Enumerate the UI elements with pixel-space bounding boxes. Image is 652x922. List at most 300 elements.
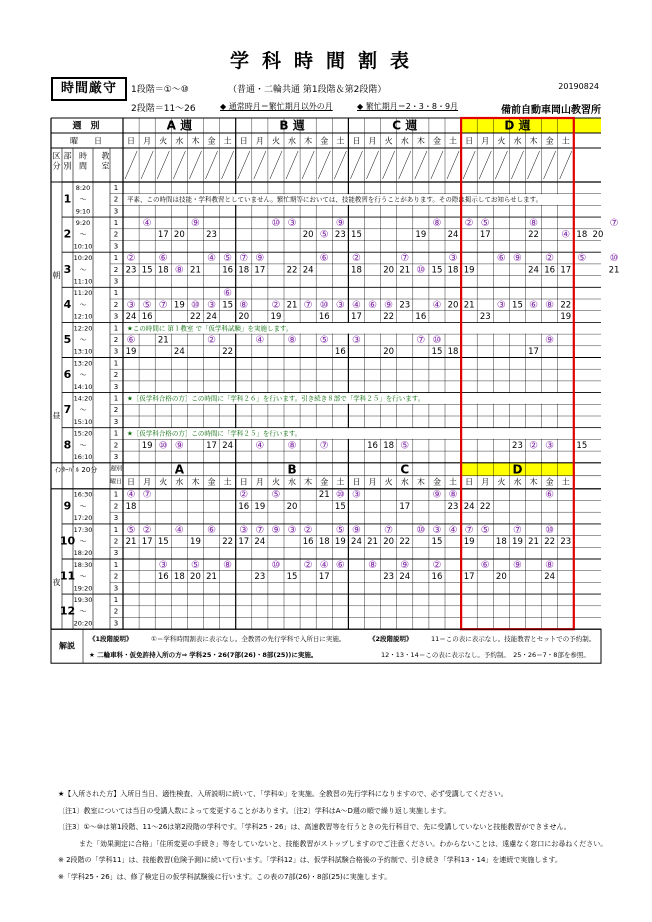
legend-reserve: 12・13・14＝この表に表示なし。予約制。 25・26＝7・8部を参照。 — [381, 651, 590, 660]
header-slash — [141, 151, 153, 179]
week-header-3: D 週 — [504, 118, 531, 133]
schedule-cell: 16 — [431, 572, 443, 583]
schedule-cell: ⑦ — [255, 524, 265, 536]
schedule-cell: 21 — [157, 335, 169, 346]
day-label: 木 — [416, 477, 425, 487]
note-line: 〔注3〕①〜⑩は第1段階、11〜26は第2段階の学科です。「学科25・26」は、高速教習等を行うときの先行科目で、先に受講していないと技能教習ができません。 — [58, 823, 571, 831]
room-number: 2 — [113, 265, 119, 274]
day-label: 土 — [561, 477, 570, 487]
schedule-cell: 22 — [528, 230, 539, 241]
schedule-cell: ⑤ — [126, 524, 136, 536]
schedule-cell: ⑩ — [432, 334, 442, 346]
schedule-cell: ⑩ — [416, 264, 426, 276]
schedule-cell: 22 — [222, 536, 234, 547]
note-line: 〔注1〕教室については当日の受講人数によって変更することがあります。〔注2〕学科はA〜D週の順で繰り返し実施します。 — [58, 806, 451, 815]
schedule-cell: 22 — [286, 265, 298, 276]
period-tilde: 〜 — [79, 230, 87, 239]
period-start-time: 16:30 — [73, 490, 93, 499]
schedule-cell: 20 — [302, 230, 314, 241]
room-number: 1 — [113, 595, 119, 604]
schedule-cell: 17 — [463, 572, 475, 583]
schedule-cell: 19 — [254, 501, 266, 512]
period-end-time: 20:20 — [73, 619, 93, 628]
schedule-cell: 15 — [512, 300, 523, 311]
period-end-time: 14:10 — [73, 382, 93, 391]
schedule-cell: 21 — [286, 300, 298, 311]
schedule-cell: ③ — [207, 299, 217, 311]
schedule-cell: 19 — [125, 347, 137, 358]
header-slash — [463, 151, 475, 179]
period-tilde: 〜 — [79, 265, 87, 274]
period-start-time: 11:20 — [73, 289, 93, 298]
header-slash — [125, 151, 137, 179]
header-slash — [189, 151, 201, 179]
schedule-cell: 15 — [286, 572, 298, 583]
room-number: 3 — [113, 417, 119, 426]
schedule-cell: 18 — [125, 501, 137, 512]
day-label: 水 — [288, 477, 297, 487]
week-header-0: A 週 — [166, 118, 193, 133]
schedule-cell: ⑩ — [545, 524, 555, 536]
schedule-cell: ⑥ — [496, 253, 506, 265]
day-label: 日 — [239, 477, 248, 487]
schedule-cell: ⑦ — [142, 489, 152, 501]
period-start-time: 13:20 — [73, 359, 93, 368]
period-tilde: 〜 — [79, 607, 87, 616]
day-label: 金 — [207, 136, 216, 146]
schedule-cell: 21 — [318, 490, 330, 501]
schedule-cell: 17 — [238, 536, 250, 547]
period-start-time: 14:20 — [73, 394, 93, 403]
room-number: 2 — [113, 572, 119, 581]
schedule-cell: 23 — [447, 501, 459, 512]
schedule-cell: ③ — [287, 217, 297, 229]
schedule-cell: 22 — [222, 347, 234, 358]
legend-busy-month: ◆ 繁忙期月＝2・3・8・9月 — [357, 102, 459, 111]
header-col-label: 間 — [79, 161, 87, 171]
period-tilde: 〜 — [79, 502, 87, 511]
schedule-cell: 21 — [463, 300, 475, 311]
note-line: ※ 2段階の「学科11」は、技能教習(危険予測)に続いて行います。「学科12」は、仮学科試験合格後の予約制で、引き続き「学科13・14」を連続で実施します。 — [58, 856, 562, 864]
schedule-cell: 24 — [254, 536, 266, 547]
schedule-cell: ⑧ — [287, 440, 297, 452]
schedule-cell: 18 — [576, 230, 588, 241]
schedule-cell: 23 — [512, 440, 523, 451]
schedule-cell: ④ — [319, 559, 329, 571]
schedule-cell: 16 — [141, 312, 153, 323]
legend-stage1-text: ①＝学科時間割表に表示なし。全教習の先行学科で入所日に実施。 — [151, 635, 346, 644]
legend-stage2-text: 11＝この表に表示なし。技能教習とセットでの予約制。 — [431, 635, 596, 644]
schedule-cell: 17 — [560, 265, 572, 276]
week-header-2-2: C — [400, 462, 410, 477]
schedule-cell: 20 — [383, 347, 395, 358]
header-slash — [334, 151, 346, 179]
schedule-cell: ⑥ — [319, 253, 329, 265]
schedule-cell: ⑧ — [545, 559, 555, 571]
schedule-cell: ⑤ — [480, 524, 490, 536]
day-label: 水 — [175, 477, 184, 487]
legend-stage2-title: 《2段階説明》 — [369, 635, 413, 644]
day-label: 月 — [481, 477, 490, 487]
header-slash — [238, 151, 250, 179]
schedule-cell: ⑥ — [480, 559, 490, 571]
room-number: 3 — [113, 584, 119, 593]
period-start-time: 15:20 — [73, 429, 93, 438]
section-morning: 朝 — [52, 271, 61, 281]
schedule-cell: ⑥ — [335, 559, 345, 571]
period-tilde: 〜 — [79, 335, 87, 344]
day-label: 水 — [513, 136, 522, 146]
day-label: 水 — [288, 136, 297, 146]
period-number: 3 — [63, 262, 72, 276]
schedule-cell: 21 — [190, 265, 201, 276]
schedule-cell: ② — [303, 524, 313, 536]
day-label: 金 — [545, 136, 554, 146]
schedule-cell: 23 — [399, 300, 411, 311]
schedule-cell: ④ — [142, 217, 152, 229]
room-number: 1 — [113, 394, 119, 403]
day-label: 土 — [223, 477, 232, 487]
day-label: 火 — [271, 477, 280, 487]
room-number: 1 — [113, 254, 119, 263]
schedule-cell: 24 — [206, 312, 217, 323]
schedule-cell: 17 — [399, 501, 411, 512]
schedule-cell: 20 — [190, 572, 201, 583]
schedule-cell: 18 — [157, 265, 169, 276]
schedule-cell: 21 — [206, 572, 217, 583]
schedule-cell: ⑥ — [529, 299, 539, 311]
header-slash — [479, 151, 491, 179]
schedule-cell: ② — [271, 299, 281, 311]
schedule-cell: 15 — [431, 536, 443, 547]
period-start-time: 18:30 — [73, 560, 93, 569]
header-slash — [270, 151, 282, 179]
schedule-cell: ⑨ — [271, 524, 281, 536]
day-label: 土 — [449, 136, 458, 146]
header-slash — [302, 151, 314, 179]
schedule-cell: ② — [303, 559, 313, 571]
period-start-time: 17:30 — [73, 525, 93, 534]
period-number: 9 — [63, 499, 72, 513]
period-end-time: 17:20 — [73, 514, 93, 523]
day-label: 土 — [336, 136, 345, 146]
schedule-cell: 17 — [528, 347, 539, 358]
day-label: 木 — [191, 136, 200, 146]
schedule-cell: 22 — [479, 501, 491, 512]
schedule-cell: ⑤ — [577, 253, 587, 265]
schedule-cell: ⑦ — [400, 253, 410, 265]
week-header-1: B 週 — [279, 118, 305, 133]
day-label: 月 — [255, 477, 264, 487]
day-label: 木 — [191, 477, 200, 487]
interval-week-label: 週別 — [109, 465, 123, 473]
schedule-cell: 22 — [383, 312, 395, 323]
schedule-cell: 22 — [399, 536, 411, 547]
schedule-cell: ③ — [545, 440, 555, 452]
schedule-cell: ⑩ — [416, 524, 426, 536]
schedule-cell: ③ — [432, 524, 442, 536]
day-label: 日 — [127, 477, 136, 487]
room-number: 3 — [113, 277, 119, 286]
period-start-time: 10:20 — [73, 254, 93, 263]
room-number: 1 — [113, 429, 119, 438]
week-col-label: 週 別 — [72, 121, 100, 132]
period-tilde: 〜 — [79, 441, 87, 450]
legend-normal-month: ◆ 通常時月＝繁忙期月以外の月 — [220, 102, 333, 111]
schedule-cell: ④ — [126, 489, 136, 501]
schedule-cell: ④ — [255, 334, 265, 346]
day-label: 月 — [143, 136, 152, 146]
note-line: ※「学科25・26」は、修了検定日の仮学科試験後に行います。この表の7部(26)・8部(25)に実施します。 — [58, 872, 392, 881]
room-number: 3 — [113, 382, 119, 391]
room-number: 2 — [113, 406, 119, 415]
schedule-cell: 18 — [447, 265, 459, 276]
note-line: また「効果測定に合格」「住所変更の手続き」等をしていないと、技能教習がストップしますのでご注意ください。わからないことは、遠慮なく窓口にお尋ねください。 — [58, 839, 608, 848]
room-number: 2 — [113, 607, 119, 616]
schedule-cell: ⑨ — [545, 334, 555, 346]
schedule-cell: ② — [126, 253, 136, 265]
schedule-cell: ⑧ — [432, 217, 442, 229]
day-label: 木 — [416, 136, 425, 146]
schedule-cell: ② — [432, 559, 442, 571]
schedule-cell: 15 — [351, 230, 362, 241]
section-noon: 昼 — [52, 411, 61, 421]
period-number: 5 — [63, 332, 72, 346]
day-label: 金 — [432, 477, 441, 487]
room-number: 3 — [113, 452, 119, 461]
day-label: 木 — [304, 477, 313, 487]
room-number: 1 — [113, 359, 119, 368]
issue-date: 20190824 — [558, 82, 599, 91]
day-label: 火 — [159, 136, 168, 146]
day-label: 水 — [175, 136, 184, 146]
schedule-cell: 15 — [431, 347, 443, 358]
schedule-cell: 17 — [157, 230, 169, 241]
interval-label: ｲﾝﾀｰﾊﾞﾙ 20分 — [54, 465, 98, 474]
schedule-cell: 24 — [528, 265, 539, 276]
day-label: 金 — [207, 477, 216, 487]
schedule-cell: ⑨ — [384, 299, 394, 311]
schedule-cell: 22 — [190, 312, 201, 323]
room-number: 3 — [113, 242, 119, 251]
day-label: 火 — [384, 136, 393, 146]
schedule-cell: ⑨ — [335, 217, 345, 229]
header-slash — [286, 151, 298, 179]
schedule-cell: ⑨ — [351, 524, 361, 536]
schedule-cell: 23 — [479, 312, 491, 323]
day-label: 月 — [255, 136, 264, 146]
schedule-cell: ③ — [158, 559, 168, 571]
schedule-cell: ⑤ — [190, 559, 200, 571]
period-number: 4 — [63, 297, 72, 311]
period-start-time: 12:20 — [73, 324, 93, 333]
period-number: 2 — [63, 227, 72, 241]
schedule-cell: ⑦ — [158, 299, 168, 311]
header-col-label: 分 — [52, 161, 61, 171]
schedule-cell: 20 — [173, 230, 185, 241]
schedule-cell: 18 — [238, 265, 250, 276]
schedule-cell: 18 — [495, 536, 507, 547]
day-label: 金 — [320, 136, 329, 146]
header-slash — [544, 151, 556, 179]
header-slash — [560, 151, 572, 179]
header-col-label: 別 — [63, 161, 72, 171]
schedule-cell: 18 — [351, 265, 362, 276]
header-slash — [447, 151, 459, 179]
schedule-cell: ⑦ — [239, 253, 249, 265]
schedule-cell: 21 — [367, 536, 378, 547]
legend-motorcycle: ★ 二輪車科・仮免許持入所の方⇒ 学科25・26(7部(26)・8部(25))に実施。 — [89, 651, 318, 660]
school-name: 備前自動車岡山教習所 — [501, 105, 601, 116]
day-label: 木 — [529, 136, 538, 146]
header-slash — [254, 151, 266, 179]
room-number: 3 — [113, 514, 119, 523]
room-number: 1 — [113, 218, 119, 227]
schedule-cell: 16 — [222, 265, 234, 276]
schedule-cell: 18 — [447, 347, 459, 358]
schedule-cell: 20 — [592, 230, 604, 241]
schedule-cell: 19 — [512, 536, 523, 547]
schedule-cell: ⑨ — [190, 217, 200, 229]
schedule-cell: ⑧ — [174, 264, 184, 276]
room-number: 2 — [113, 300, 119, 309]
schedule-cell: 20 — [383, 265, 395, 276]
schedule-cell: 24 — [125, 312, 137, 323]
schedule-cell: ⑦ — [319, 440, 329, 452]
schedule-cell: 20 — [383, 536, 395, 547]
schedule-cell: ⑦ — [512, 524, 522, 536]
schedule-cell: 23 — [383, 572, 395, 583]
schedule-cell: ② — [207, 334, 217, 346]
room-number: 3 — [113, 549, 119, 558]
day-label: 水 — [400, 477, 409, 487]
day-label: 土 — [336, 477, 345, 487]
period-tilde: 〜 — [79, 572, 87, 581]
schedule-cell: 19 — [463, 265, 475, 276]
schedule-cell: ④ — [351, 299, 361, 311]
schedule-cell: 24 — [302, 265, 314, 276]
period-tilde: 〜 — [79, 195, 87, 204]
schedule-cell: 15 — [141, 265, 153, 276]
note-p5: ★この時間に 第１教室 で「仮学科試験」を実施します。 — [127, 324, 293, 333]
period-end-time: 16:10 — [73, 452, 93, 461]
day-label: 水 — [400, 136, 409, 146]
schedule-cell: 16 — [302, 536, 314, 547]
footnotes — [58, 786, 618, 885]
day-label: 金 — [320, 477, 329, 487]
schedule-cell: 16 — [238, 501, 250, 512]
schedule-cell: 24 — [173, 347, 185, 358]
day-label: 日 — [465, 136, 474, 146]
header-slash — [222, 151, 234, 179]
period-tilde: 〜 — [79, 371, 87, 380]
schedule-cell: 15 — [157, 536, 169, 547]
stage2-range: 2段階＝11〜26 — [131, 104, 196, 114]
schedule-cell: 24 — [463, 501, 475, 512]
schedule-cell: 18 — [173, 572, 185, 583]
schedule-cell: ⑧ — [529, 217, 539, 229]
schedule-cell: ⑥ — [158, 253, 168, 265]
period-end-time: 15:10 — [73, 417, 93, 426]
schedule-cell: ⑤ — [319, 229, 329, 241]
stage-description: （普通・二輪共通 第1段階＆第2段階） — [228, 85, 387, 95]
period-number: 11 — [59, 569, 76, 583]
schedule-cell: 21 — [608, 265, 620, 276]
schedule-cell: 17 — [318, 572, 330, 583]
schedule-cell: 16 — [544, 265, 556, 276]
schedule-cell: 21 — [528, 536, 539, 547]
day-label: 月 — [481, 136, 490, 146]
day-label: 火 — [384, 477, 393, 487]
strict-time-box: 時間厳守 — [51, 77, 127, 101]
room-number: 1 — [113, 490, 119, 499]
schedule-cell: ⑩ — [319, 299, 329, 311]
room-number: 2 — [113, 537, 119, 546]
schedule-cell: ② — [351, 253, 361, 265]
period-number: 10 — [59, 534, 76, 548]
header-slash — [318, 151, 330, 179]
schedule-cell: ⑩ — [158, 440, 168, 452]
schedule-cell: ⑦ — [384, 524, 394, 536]
schedule-cell: 17 — [206, 440, 217, 451]
period-start-time: 8:20 — [75, 183, 91, 192]
schedule-cell: ③ — [239, 524, 249, 536]
schedule-cell: 15 — [431, 265, 443, 276]
schedule-cell: ⑨ — [432, 489, 442, 501]
week-header-2-1: B — [287, 462, 297, 477]
day-label: 日 — [352, 136, 361, 146]
room-number: 2 — [113, 371, 119, 380]
room-number: 3 — [113, 347, 119, 356]
period-number: 8 — [63, 438, 72, 452]
header-slash — [511, 151, 523, 179]
period-end-time: 9:10 — [75, 207, 91, 216]
schedule-cell: 19 — [415, 230, 427, 241]
timetable-grid — [51, 118, 620, 778]
header-slash — [431, 151, 443, 179]
schedule-cell: ⑤ — [271, 489, 281, 501]
schedule-cell: ④ — [432, 299, 442, 311]
schedule-cell: ⑧ — [287, 334, 297, 346]
schedule-cell: 22 — [560, 300, 572, 311]
header-slash — [206, 151, 218, 179]
schedule-cell: ⑨ — [174, 440, 184, 452]
stage1-range: 1段階＝①〜⑩ — [131, 85, 189, 95]
schedule-cell: ⑧ — [223, 559, 233, 571]
schedule-cell: 20 — [286, 501, 298, 512]
header-slash — [528, 151, 540, 179]
legend-stage1-title: 《1段階説明》 — [89, 635, 133, 644]
schedule-cell: 23 — [125, 265, 137, 276]
schedule-cell: ⑥ — [126, 334, 136, 346]
schedule-cell: 19 — [560, 312, 572, 323]
schedule-cell: ③ — [351, 334, 361, 346]
schedule-cell: 19 — [270, 312, 282, 323]
room-number: 2 — [113, 502, 119, 511]
schedule-cell: ⑨ — [512, 253, 522, 265]
period-end-time: 13:10 — [73, 347, 93, 356]
schedule-cell: 24 — [399, 572, 411, 583]
header-col-label: 教 — [101, 151, 110, 161]
schedule-cell: 19 — [141, 440, 153, 451]
header-col-label: 時 — [79, 151, 87, 161]
day-label: 木 — [304, 136, 313, 146]
d-week-highlight — [461, 118, 601, 133]
period-tilde: 〜 — [79, 406, 87, 415]
schedule-cell: 16 — [157, 572, 169, 583]
day-label: 水 — [513, 477, 522, 487]
schedule-cell: 23 — [206, 230, 217, 241]
